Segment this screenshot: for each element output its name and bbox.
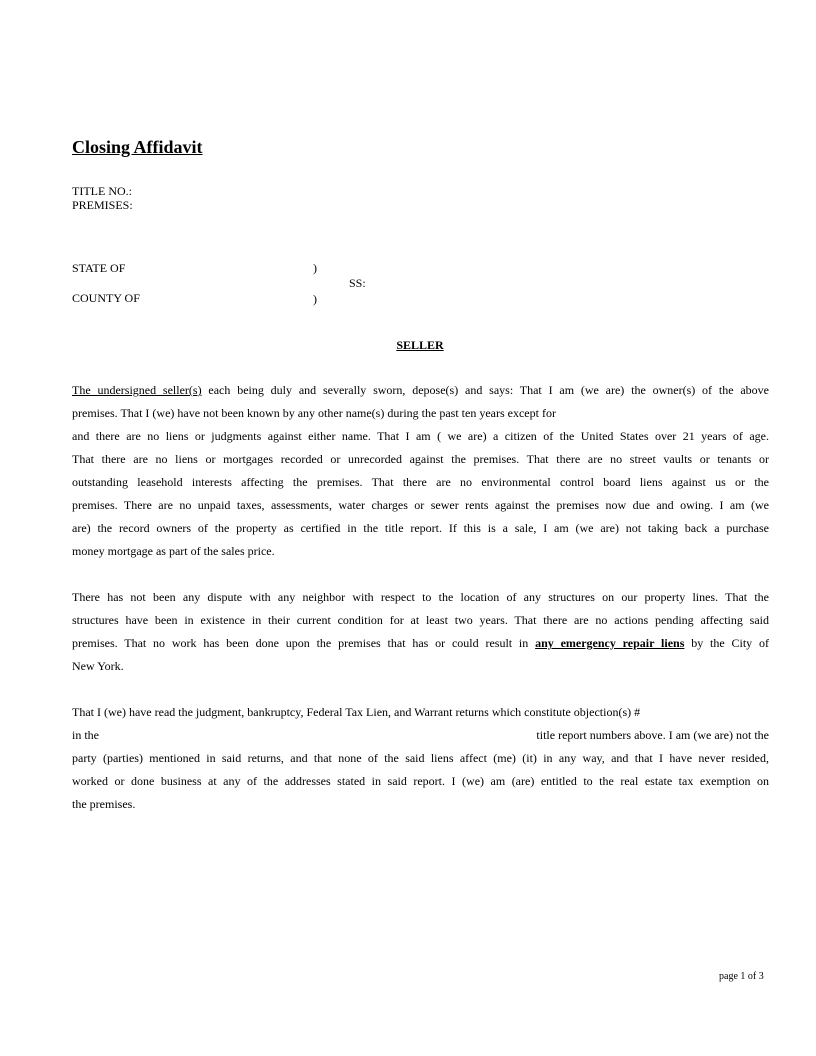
paragraph-line: That there are no liens or mortgages recorded or unrecorded against the premises. That there are no street vaults or tenants or xyxy=(72,452,769,466)
paragraph-line: worked or done business at any of the addresses stated in said report. I (we) am (are) entitled to the real estate tax exemption on xyxy=(72,774,769,788)
paragraph-line: premises. That I (we) have not been known by any other name(s) during the past ten years except for xyxy=(72,406,556,420)
ss-label: SS: xyxy=(349,276,366,290)
paragraph-line: There has not been any dispute with any neighbor with respect to the location of any structures on our property lines. That the xyxy=(72,590,769,604)
paragraph-line: and there are no liens or judgments against either name. That I am ( we are) a citizen of the United States over 21 years of age. xyxy=(72,429,769,443)
paragraph-property-disputes xyxy=(72,586,769,678)
paragraph-seller-statement xyxy=(72,379,769,563)
paragraph-line: premises. That no work has been done upon the premises that has or could result in any emergency repair liens by the City of xyxy=(72,636,769,650)
undersigned-seller-underlined: The undersigned seller(s) xyxy=(72,383,202,397)
paragraph-line: are) the record owners of the property as certified in the title report. If this is a sale, I am (we are) not taking back a purchase xyxy=(72,521,769,535)
paragraph-line: money mortgage as part of the sales price. xyxy=(72,544,275,558)
state-of-label: STATE OF xyxy=(72,261,126,275)
paragraph-line: in the title report numbers above. I am (we are) not the xyxy=(72,728,769,742)
county-paren: ) xyxy=(313,292,317,306)
paragraph-line: premises. There are no unpaid taxes, assessments, water charges or sewer rents against the premises now due and owing. I am (we xyxy=(72,498,769,512)
emergency-repair-liens-emphasis: any emergency repair liens xyxy=(535,636,685,650)
paragraph-line: The undersigned seller(s) each being duly and severally sworn, depose(s) and says: That I am (we are) the owner(s) of the above xyxy=(72,383,769,397)
page-number: page 1 of 3 xyxy=(719,971,764,982)
title-no-label: TITLE NO.: xyxy=(72,184,132,198)
paragraph-line: That I (we) have read the judgment, bankruptcy, Federal Tax Lien, and Warrant returns which constitute objection(s) # xyxy=(72,705,641,719)
state-paren: ) xyxy=(313,261,317,275)
premises-label: PREMISES: xyxy=(72,198,133,212)
paragraph-line: the premises. xyxy=(72,797,136,811)
paragraph-line: New York. xyxy=(72,659,124,673)
section-heading-seller: SELLER xyxy=(396,338,444,352)
paragraph-line: structures have been in existence in their current condition for at least two years. That there are no actions pending affecting said xyxy=(72,613,769,627)
paragraph-line: outstanding leasehold interests affecting the premises. That there are no environmental control board liens against us or the xyxy=(72,475,769,489)
document-title: Closing Affidavit xyxy=(72,137,203,157)
paragraph-returns xyxy=(72,701,769,816)
paragraph-line: party (parties) mentioned in said returns, and that none of the said liens affect (me) (it) in any way, and that I have never resided, xyxy=(72,751,769,765)
county-of-label: COUNTY OF xyxy=(72,291,140,305)
